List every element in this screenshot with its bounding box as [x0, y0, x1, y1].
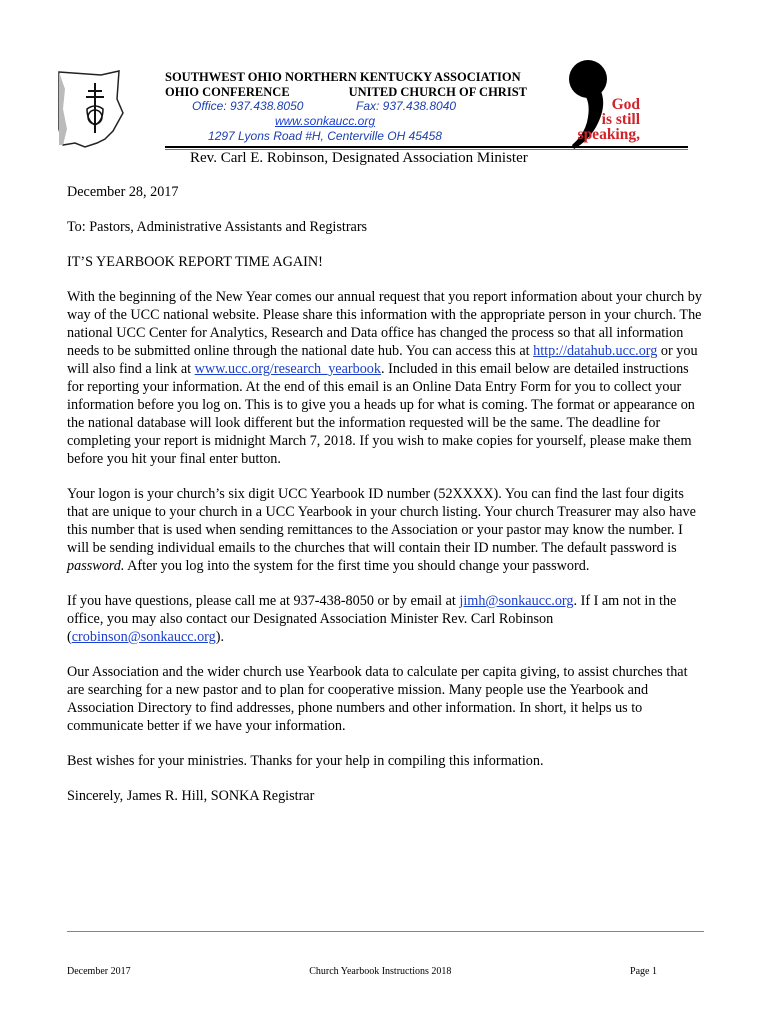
research-yearbook-link[interactable]: www.ucc.org/research_yearbook [194, 361, 381, 377]
letter-signoff: Sincerely, James R. Hill, SONKA Registrar [67, 788, 315, 804]
office-phone: Office: 937.438.8050 [192, 99, 304, 113]
denomination-name: UNITED CHURCH OF CHRIST [348, 85, 527, 99]
organization-header [165, 70, 535, 100]
letter-date: December 28, 2017 [67, 184, 179, 200]
footer-page-number: Page 1 [630, 966, 657, 977]
minister-line: Rev. Carl E. Robinson, Designated Association Minister [190, 150, 528, 166]
header-divider [165, 146, 688, 148]
god-is-still-speaking-slogan: God is still speaking, [577, 96, 640, 143]
paragraph-intro: With the beginning of the New Year comes our annual request that you report information about your church by way of the UCC national website. Please share this information with the appropriate person in your church. The national UCC Center for Analytics, Research and Data office has changed the process so that all information needs to be submitted online through the national date hub. You can access this at http://datahub.ucc.org or you will also find a link at www.ucc.org/research_yearbook. Included in this email below are detailed instructions for reporting your information. At the end of this email is an Online Data Entry Form for you to collect your information before you log on. This is to give you a heads up for what is coming. The format or appearance on the national database will look different but the information requested will be the same. The deadline for completing your report is midnight March 7, 2018. If you wish to make copies for yourself, please make them before you hit your final enter button. [67, 289, 702, 467]
paragraph-contact: If you have questions, please call me at 937-438-8050 or by email at jimh@sonkaucc.org. If I am not in the office, you may also contact our Designated Association Minister Rev. Carl Robinson (crobinson@sonkaucc.org). [67, 593, 677, 645]
org-name: SOUTHWEST OHIO NORTHERN KENTUCKY ASSOCIATION [165, 70, 521, 84]
association-logo [57, 69, 124, 149]
page-footer [67, 966, 657, 978]
letter-recipients: To: Pastors, Administrative Assistants and Registrars [67, 219, 368, 235]
default-password: password. [67, 558, 125, 574]
footer-divider [67, 931, 704, 932]
paragraph-purpose: Our Association and the wider church use Yearbook data to calculate per capita giving, to assist churches that are searching for a new pastor and to plan for cooperative mission. Many people use the Yearbook and Association Directory to find addresses, phone numbers and other information. In short, it helps us to communicate better if we have your information. [67, 664, 688, 734]
paragraph-logon: Your logon is your church’s six digit UCC Yearbook ID number (52XXXX). You can find the last four digits that are unique to your church in a UCC Yearbook in your church listing. Your church Treasurer may also have this number that is used when sending remittances to the Association or your pastor may know the number. I will be sending individual emails to the churches that will contain their ID number. The default password is password. After you log into the system for the first time you should change your password. [67, 486, 696, 574]
letter-headline: IT’S YEARBOOK REPORT TIME AGAIN! [67, 254, 323, 270]
email-link-crobinson[interactable]: crobinson@sonkaucc.org [71, 629, 216, 645]
conference-name: OHIO CONFERENCE [165, 85, 290, 99]
email-link-jimh[interactable]: jimh@sonkaucc.org [459, 593, 574, 609]
footer-date: December 2017 [67, 966, 131, 977]
letter-body [67, 183, 707, 822]
website-link[interactable]: www.sonkaucc.org [274, 114, 376, 128]
paragraph-wishes: Best wishes for your ministries. Thanks for your help in compiling this information. [67, 753, 544, 769]
datahub-link[interactable]: http://datahub.ucc.org [533, 343, 658, 359]
fax-number: Fax: 937.438.8040 [356, 99, 457, 113]
contact-block [165, 99, 485, 144]
office-address: 1297 Lyons Road #H, Centerville OH 45458 [208, 129, 442, 143]
footer-title: Church Yearbook Instructions 2018 [309, 966, 452, 977]
